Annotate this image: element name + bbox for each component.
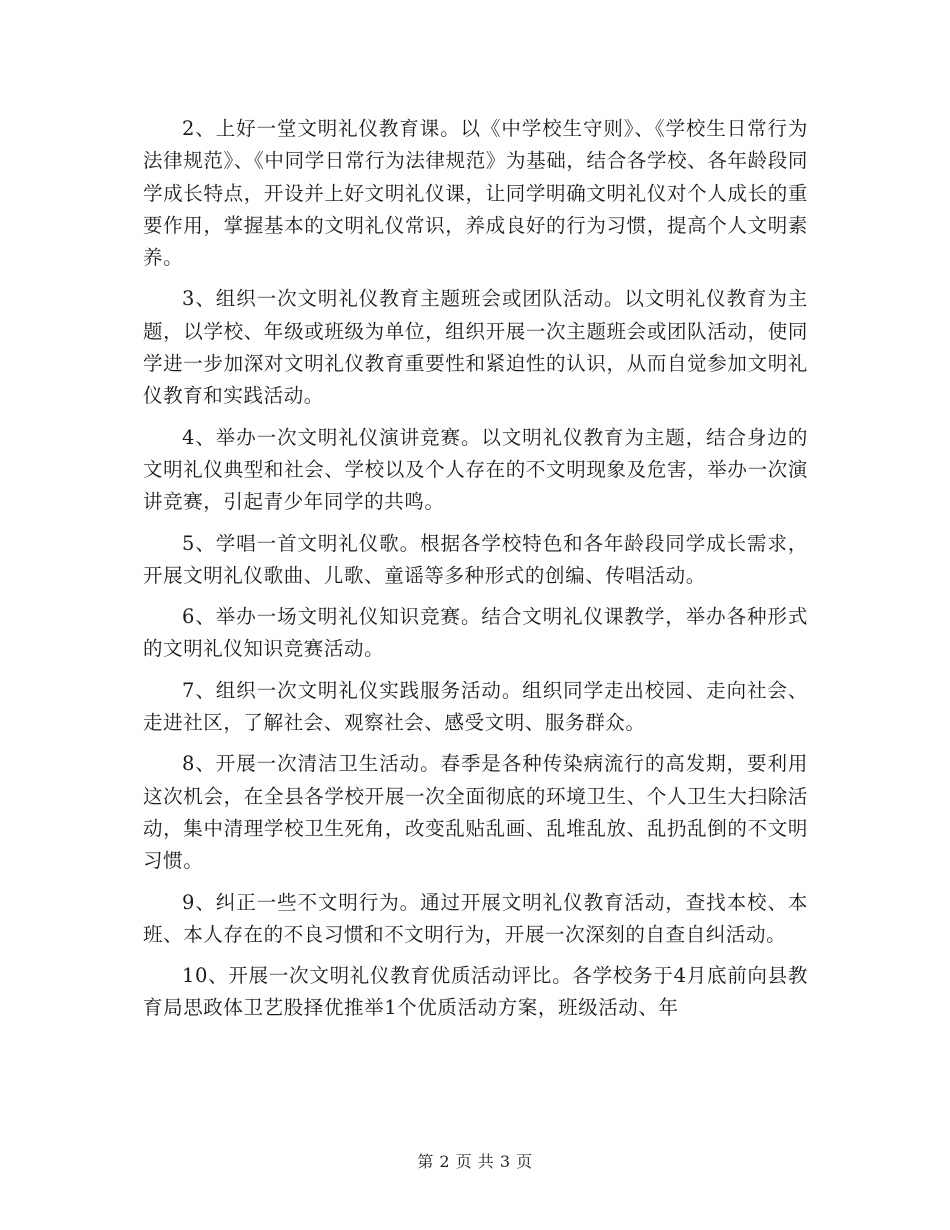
paragraph-item-3: 3、组织一次文明礼仪教育主题班会或团队活动。以文明礼仪教育为主题，以学校、年级或班级为单位，组织开展一次主题班会或团队活动，使同学进一步加深对文明礼仪教育重要性和紧迫性的认识，从而自觉参加文明礼仪教育和实践活动。 [143,287,808,408]
paragraph-item-5: 5、学唱一首文明礼仪歌。根据各学校特色和各年龄段同学成长需求，开展文明礼仪歌曲、儿歌、童谣等多种形式的创编、传唱活动。 [143,531,808,587]
paragraph-item-7: 7、组织一次文明礼仪实践服务活动。组织同学走出校园、走向社会、走进社区，了解社会、观察社会、感受文明、服务群众。 [143,678,808,735]
paragraph-item-2: 2、上好一堂文明礼仪教育课。以《中学校生守则》、《学校生日常行为法律规范》、《中同学日常行为法律规范》为基础，结合各学校、各年龄段同学成长特点，开设并上好文明礼仪课，让同学明确文明礼仪对个人成长的重要作用，掌握基本的文明礼仪常识，养成良好的行为习惯，提高个人文明素养。 [143,117,808,270]
paragraph-item-8: 8、开展一次清洁卫生活动。春季是各种传染病流行的高发期，要利用这次机会，在全县各学校开展一次全面彻底的环境卫生、个人卫生大扫除活动，集中清理学校卫生死角，改变乱贴乱画、乱堆乱放、乱扔乱倒的不文明习惯。 [143,752,808,873]
page-number-footer: 第 2 页 共 3 页 [417,1152,533,1171]
paragraph-item-10: 10、开展一次文明礼仪教育优质活动评比。各学校务于4月底前向县教育局思政体卫艺股择优推举1个优质活动方案，班级活动、年 [143,964,808,1020]
paragraph-item-6: 6、举办一场文明礼仪知识竞赛。结合文明礼仪课教学，举办各种形式的文明礼仪知识竞赛活动。 [143,605,808,661]
paragraph-item-9: 9、纠正一些不文明行为。通过开展文明礼仪教育活动，查找本校、本班、本人存在的不良习惯和不文明行为，开展一次深刻的自查自纠活动。 [143,890,808,946]
paragraph-item-4: 4、举办一次文明礼仪演讲竞赛。以文明礼仪教育为主题，结合身边的文明礼仪典型和社会、学校以及个人存在的不文明现象及危害，举办一次演讲竞赛，引起青少年同学的共鸣。 [143,425,808,514]
document-body [143,113,808,1034]
